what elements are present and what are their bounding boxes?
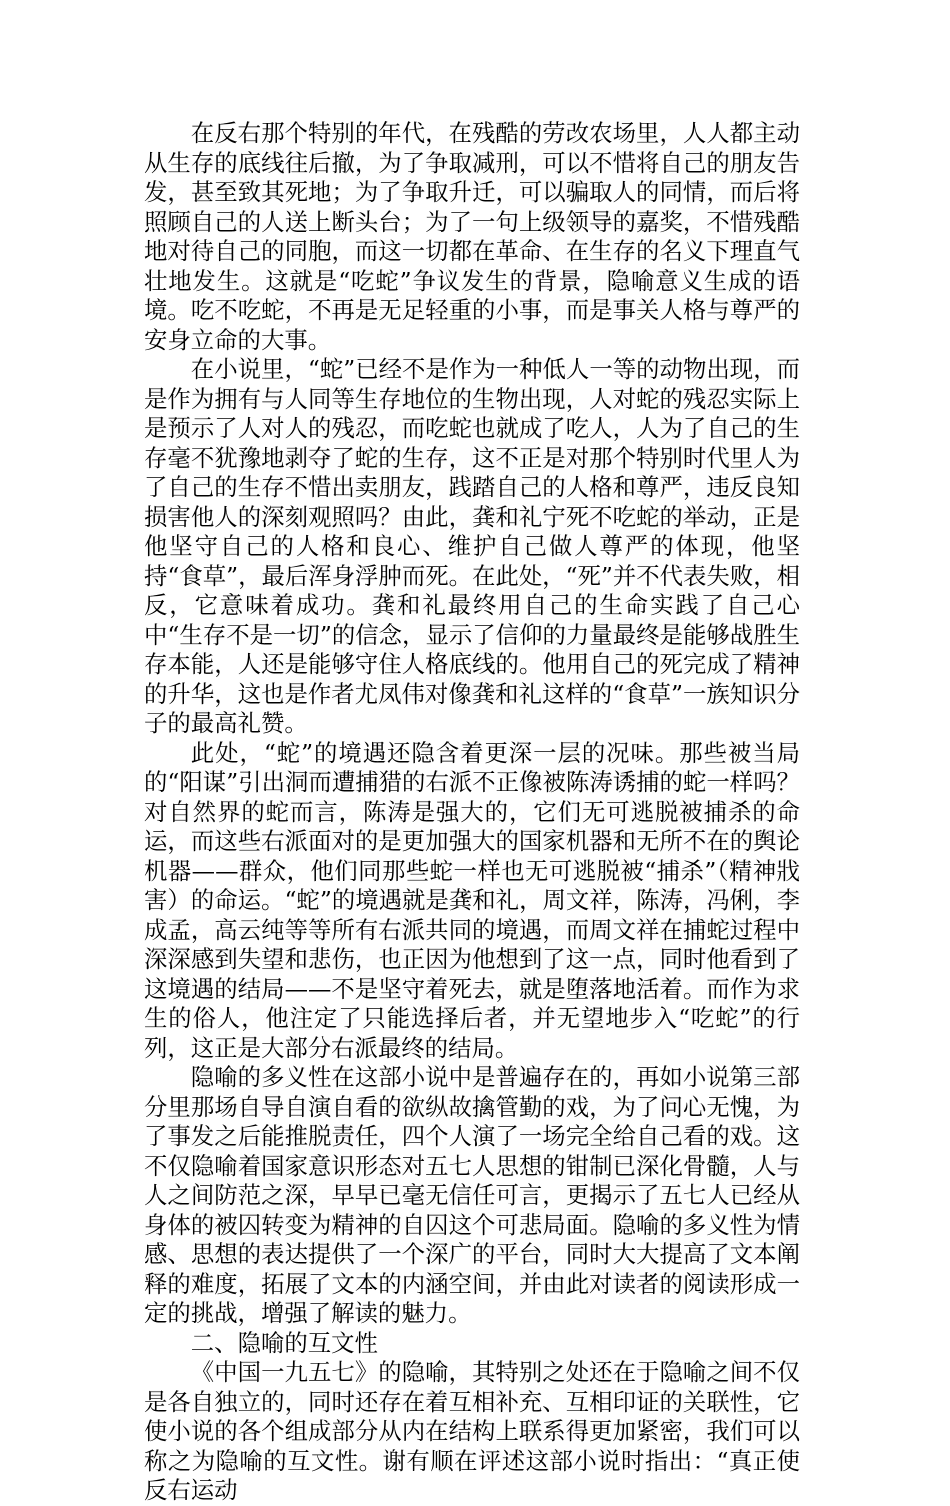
section-heading: 二、隐喻的互文性 bbox=[190, 1328, 378, 1357]
paragraph-snake-fate: 此处，“蛇”的境遇还隐含着更深一层的况味。那些被当局的“阳谋”引出洞而遭捕猎的右派不正像被陈涛诱捕的蛇一样吗？对自然界的蛇而言，陈涛是强大的，它们无可逃脱被捕杀的命运，而这些右派面对的是更加强大的国家机器和无所不在的舆论机器——群众，他们同那些蛇一样也无可逃脱被“捕杀”（精神戕害）的命运。“蛇”的境遇就是龚和礼，周文祥，陈涛，冯俐，李成孟，高云纯等等所有右派共同的境遇，而周文祥在捕蛇过程中深深感到失望和悲伤，也正因为他想到了这一点，同时他看到了这境遇的结局——不是坚守着死去，就是堕落地活着。而作为求生的俗人，他注定了只能选择后者，并无望地步入“吃蛇”的行列，这正是大部分右派最终的结局。 bbox=[144, 738, 800, 1062]
document-page bbox=[144, 119, 800, 1506]
paragraph-metaphor-polysemy: 隐喻的多义性在这部小说中是普遍存在的，再如小说第三部分里那场自导自演自看的欲纵故擒管勤的戏，为了问心无愧，为了事发之后能推脱责任，四个人演了一场完全给自己看的戏。这不仅隐喻着国家意识形态对五七人思想的钳制已深化骨髓，人与人之间防范之深，早早已毫无信任可言，更揭示了五七人已经从身体的被囚转变为精神的自囚这个可悲局面。隐喻的多义性为情感、思想的表达提供了一个深广的平台，同时大大提高了文本阐释的难度，拓展了文本的内涵空间，并由此对读者的阅读形成一定的挑战，增强了解读的魅力。 bbox=[144, 1063, 800, 1327]
paragraph-intertextuality: 《中国一九五七》的隐喻，其特别之处还在于隐喻之间不仅是各自独立的，同时还存在着互相补充、互相印证的关联性，它使小说的各个组成部分从内在结构上联系得更加紧密，我们可以称之为隐喻的互文性。谢有顺在评述这部小说时指出：“真正使反右运动 bbox=[144, 1358, 800, 1504]
paragraph-snake-eating-context: 在反右那个特别的年代，在残酷的劳改农场里，人人都主动从生存的底线往后撤，为了争取减刑，可以不惜将自己的朋友告发，甚至致其死地；为了争取升迁，可以骗取人的同情，而后将照顾自己的人送上断头台；为了一句上级领导的嘉奖，不惜残酷地对待自己的同胞，而这一切都在革命、在生存的名义下理直气壮地发生。这就是“吃蛇”争议发生的背景，隐喻意义生成的语境。吃不吃蛇，不再是无足轻重的小事，而是事关人格与尊严的安身立命的大事。 bbox=[144, 119, 800, 354]
paragraph-snake-symbol: 在小说里，“蛇”已经不是作为一种低人一等的动物出现，而是作为拥有与人同等生存地位的生物出现，人对蛇的残忍实际上是预示了人对人的残忍，而吃蛇也就成了吃人，人为了自己的生存毫不犹豫地剥夺了蛇的生存，这不正是对那个特别时代里人为了自己的生存不惜出卖朋友，践踏自己的人格和尊严，违反良知损害他人的深刻观照吗？由此，龚和礼宁死不吃蛇的举动，正是他坚守自己的人格和良心、维护自己做人尊严的体现，他坚持“食草”，最后浑身浮肿而死。在此处，“死”并不代表失败，相反，它意味着成功。龚和礼最终用自己的生命实践了自己心中“生存不是一切”的信念，显示了信仰的力量最终是能够战胜生存本能，人还是能够守住人格底线的。他用自己的死完成了精神的升华，这也是作者尤凤伟对像龚和礼这样的“食草”一族知识分子的最高礼赞。 bbox=[144, 355, 800, 737]
